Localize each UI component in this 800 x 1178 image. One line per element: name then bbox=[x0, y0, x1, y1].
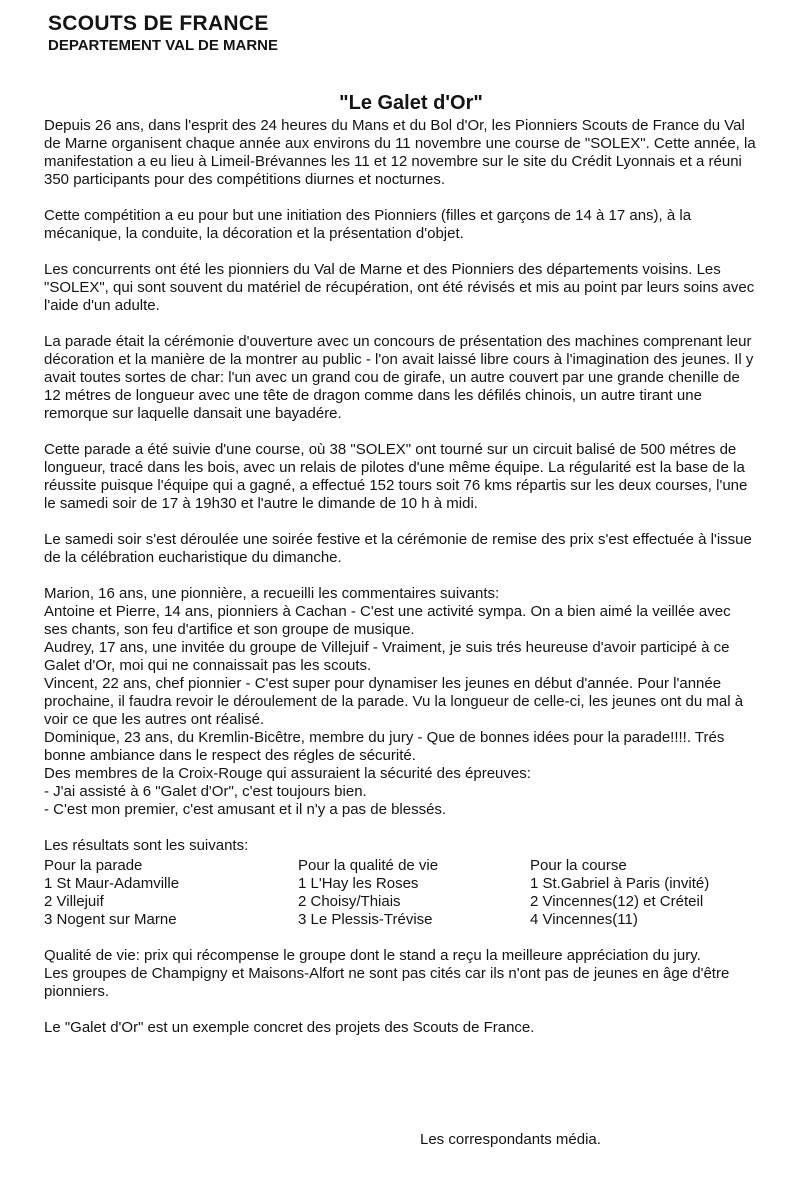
document-header bbox=[48, 12, 278, 56]
document-title: "Le Galet d'Or" bbox=[339, 92, 483, 114]
comments-block bbox=[44, 585, 756, 819]
signature: Les correspondants média. bbox=[420, 1131, 601, 1148]
results-column-race bbox=[530, 857, 756, 929]
results-item: 3 Nogent sur Marne bbox=[44, 911, 177, 928]
results-item: 1 L'Hay les Roses bbox=[298, 875, 419, 892]
paragraph-goal: Cette compétition a eu pour but une initiation des Pionniers (filles et garçons de 14 à 17 ans), à la mécanique, la conduite, la décoration et la présentation d'objet. bbox=[44, 207, 692, 242]
comment-line: Dominique, 23 ans, du Kremlin-Bicêtre, membre du jury - Que de bonnes idées pour la parade!!!!. Trés bonne ambiance dans le respect des régles de sécurité. bbox=[44, 729, 725, 764]
groups-note: Les groupes de Champigny et Maisons-Alfort ne sont pas cités car ils n'ont pas de jeunes en âge d'être pionniers. bbox=[44, 965, 730, 1000]
results-item: 2 Villejuif bbox=[44, 893, 104, 910]
quality-note: Qualité de vie: prix qui récompense le groupe dont le stand a reçu la meilleure appréciation du jury. bbox=[44, 947, 701, 964]
results-column-quality bbox=[298, 857, 530, 929]
paragraph-race: Cette parade a été suivie d'une course, où 38 "SOLEX" ont tourné sur un circuit balisé de 500 métres de longueur, tracé dans les bois, avec un relais de pilotes d'une même équipe. La régularité est la base de la réussite puisque l'équipe qui a gagné, a effectué 152 tours soit 76 kms répartis sur les deux courses, l'une le samedi soir de 17 à 19h30 et l'autre le dimande de 10 h à midi. bbox=[44, 441, 748, 512]
comment-line: Marion, 16 ans, une pionnière, a recueilli les commentaires suivants: bbox=[44, 585, 500, 602]
paragraph-intro: Depuis 26 ans, dans l'esprit des 24 heures du Mans et du Bol d'Or, les Pionniers Scouts de France du Val de Marne organisent chaque année aux environs du 11 novembre une course de "SOLEX". Cette année, la manifestation a eu lieu à Limeil-Brévannes les 11 et 12 novembre sur le site du Crédit Lyonnais et a réuni 350 participants pour des compétitions diurnes et nocturnes. bbox=[44, 117, 756, 188]
conclusion: Le "Galet d'Or" est un exemple concret des projets des Scouts de France. bbox=[44, 1019, 535, 1036]
paragraph-participants: Les concurrents ont été les pionniers du Val de Marne et des Pionniers des départements voisins. Les "SOLEX", qui sont souvent du matériel de récupération, ont été révisés et mis au point par leurs soins avec l'aide d'un adulte. bbox=[44, 261, 755, 314]
paragraph-parade: La parade était la cérémonie d'ouverture avec un concours de présentation des machines comprenant leur décoration et la manière de la montrer au public - l'on avait laissé libre cours à l'imagination des jeunes. Il y avait toutes sortes de char: l'un avec un grand cou de girafe, un autre couvert par une grande chenille de 12 métres de longueur avec une tête de dragon comme dans les défilés chinois, un autre tirant une remorque sur laquelle dansait une bayadére. bbox=[44, 333, 754, 422]
results-column-heading: Pour la parade bbox=[44, 857, 143, 874]
comment-line: - J'ai assisté à 6 "Galet d'Or", c'est toujours bien. bbox=[44, 783, 367, 800]
results-intro: Les résultats sont les suivants: bbox=[44, 837, 249, 854]
results-column-parade bbox=[44, 857, 298, 929]
results-item: 3 Le Plessis-Trévise bbox=[298, 911, 433, 928]
results-item: 2 Vincennes(12) et Créteil bbox=[530, 893, 704, 910]
results-table bbox=[44, 857, 756, 929]
comment-line: Antoine et Pierre, 14 ans, pionniers à Cachan - C'est une activité sympa. On a bien aimé la veillée avec ses chants, son feu d'artifice et son groupe de musique. bbox=[44, 603, 731, 638]
document-body bbox=[44, 117, 756, 1055]
organization-department: DEPARTEMENT VAL DE MARNE bbox=[48, 37, 279, 54]
comment-line: - C'est mon premier, c'est amusant et il n'y a pas de blessés. bbox=[44, 801, 447, 818]
results-column-heading: Pour la course bbox=[530, 857, 627, 874]
paragraph-evening: Le samedi soir s'est déroulée une soirée festive et la cérémonie de remise des prix s'est effectuée à l'issue de la célébration eucharistique du dimanche. bbox=[44, 531, 752, 566]
results-item: 1 St Maur-Adamville bbox=[44, 875, 180, 892]
results-item: 4 Vincennes(11) bbox=[530, 911, 638, 928]
results-item: 2 Choisy/Thiais bbox=[298, 893, 401, 910]
organization-name: SCOUTS DE FRANCE bbox=[48, 12, 269, 35]
results-item: 1 St.Gabriel à Paris (invité) bbox=[530, 875, 710, 892]
comment-line: Vincent, 22 ans, chef pionnier - C'est super pour dynamiser les jeunes en début d'année. Pour l'année prochaine, il faudra revoir le déroulement de la parade. Vu la longueur de celle-ci, les jeunes ont du mal à voir ce que les autres ont réalisé. bbox=[44, 675, 744, 728]
comment-line: Des membres de la Croix-Rouge qui assuraient la sécurité des épreuves: bbox=[44, 765, 531, 782]
comment-line: Audrey, 17 ans, une invitée du groupe de Villejuif - Vraiment, je suis trés heureuse d'avoir participé à ce Galet d'Or, moi qui ne connaissait pas les scouts. bbox=[44, 639, 730, 674]
results-column-heading: Pour la qualité de vie bbox=[298, 857, 439, 874]
